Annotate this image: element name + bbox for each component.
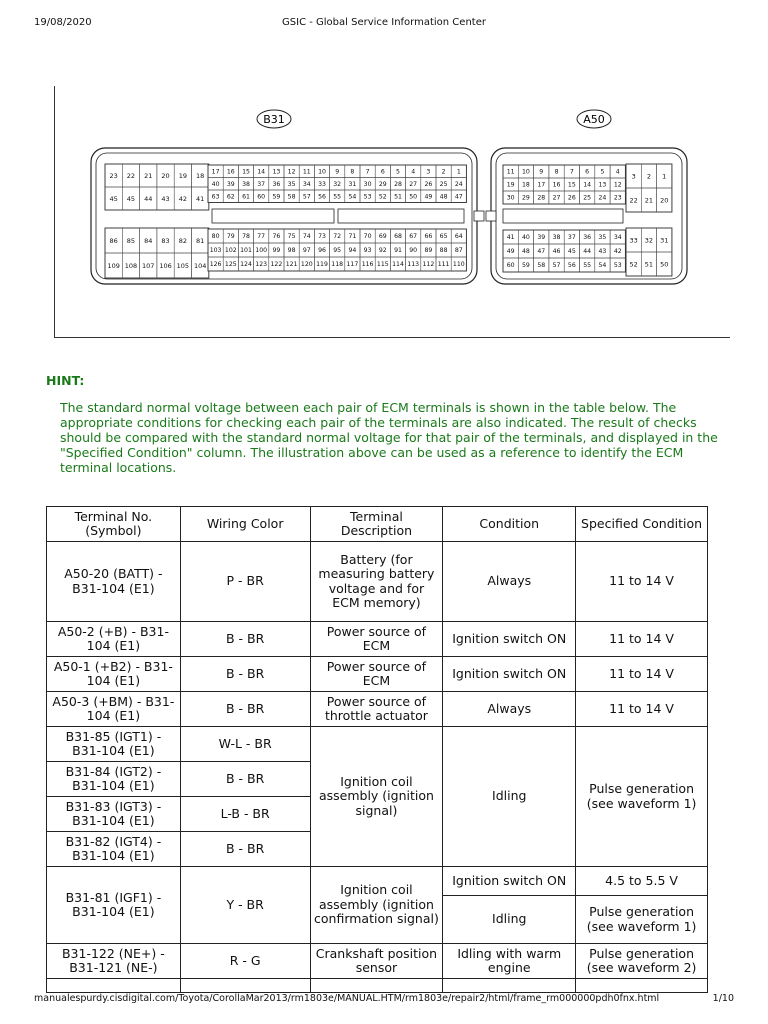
- pin-number: 68: [394, 233, 402, 241]
- pin-number: 52: [629, 260, 638, 269]
- cell-wiring: B - BR: [180, 657, 310, 692]
- pin-number: 58: [287, 193, 296, 201]
- pin-number: 4: [615, 168, 620, 176]
- pin-number: 101: [240, 247, 252, 255]
- pin-number: 8: [554, 168, 559, 176]
- pin-number: 54: [598, 262, 607, 270]
- pin-number: 59: [272, 193, 281, 201]
- pin-number: 19: [506, 181, 515, 189]
- pin-number: 100: [255, 247, 268, 255]
- header-description: Terminal Description: [310, 507, 443, 542]
- hint-text: The standard normal voltage between each pair of ECM terminals is shown in the table below. The appropriate conditions for checking each pair of the terminals are also indicated. The result of checks should be compared with the standard normal voltage for that pair of the terminals, and displayed in the "Specified Condition" column. The illustration above can be used as a reference to identify the ECM terminal locations.: [60, 400, 718, 475]
- pin-number: 94: [348, 247, 357, 255]
- pin-number: 103: [209, 247, 222, 255]
- table-row: [47, 944, 708, 979]
- pin-number: 33: [318, 180, 326, 188]
- pin-number: 120: [300, 261, 313, 269]
- pin-number: 88: [439, 247, 448, 255]
- cell-condition: Idling with warm engine: [443, 944, 576, 979]
- pin-number: 1: [662, 172, 667, 181]
- pin-number: 18: [522, 181, 530, 189]
- pin-number: 86: [109, 236, 118, 245]
- pin-number: 93: [363, 247, 372, 255]
- pin-number: 32: [333, 180, 342, 188]
- pin-number: 20: [660, 196, 669, 205]
- pin-number: 56: [318, 193, 326, 201]
- pin-number: 22: [629, 196, 638, 205]
- pin-number: 59: [522, 262, 530, 270]
- pin-number: 61: [242, 193, 250, 201]
- pin-number: 6: [380, 168, 385, 176]
- ecm-connector-diagram: [0, 0, 768, 345]
- pin-number: 80: [211, 233, 220, 241]
- pin-number: 23: [109, 171, 118, 180]
- footer-page-number: 1/10: [712, 993, 734, 1004]
- b31-key-right: [338, 209, 464, 223]
- pin-number: 36: [583, 234, 592, 242]
- pin-number: 2: [646, 172, 652, 181]
- pin-number: 50: [660, 260, 669, 269]
- pin-number: 9: [539, 168, 544, 176]
- pin-number: 26: [424, 180, 433, 188]
- pin-number: 16: [226, 168, 235, 176]
- pin-number: 102: [224, 247, 237, 255]
- pin-number: 27: [409, 180, 418, 188]
- cell-specified: 11 to 14 V: [576, 542, 708, 622]
- pin-number: 43: [598, 248, 607, 256]
- pin-number: 55: [333, 193, 342, 201]
- pin-number: 17: [211, 168, 220, 176]
- pin-number: 99: [272, 247, 281, 255]
- pin-number: 41: [506, 234, 515, 242]
- pin-number: 24: [454, 180, 463, 188]
- pin-number: 10: [318, 168, 326, 176]
- pin-number: 96: [318, 247, 326, 255]
- pin-number: 27: [552, 194, 561, 202]
- pin-number: 24: [598, 194, 607, 202]
- pin-number: 42: [613, 248, 622, 256]
- pin-number: 87: [454, 247, 463, 255]
- pin-number: 121: [285, 261, 298, 269]
- pin-number: 25: [583, 194, 592, 202]
- a50-label: A50: [583, 113, 605, 126]
- cell-description: Ignition coil assembly (ignition confirmation signal): [310, 867, 443, 944]
- pin-number: 25: [439, 180, 448, 188]
- connector-latch-left: [474, 211, 484, 221]
- a50-label-tag: [577, 110, 611, 128]
- pin-number: 111: [437, 261, 450, 269]
- pin-number: 106: [159, 261, 172, 270]
- b31-label-tag: [257, 110, 291, 128]
- pin-number: 5: [396, 168, 400, 176]
- pin-number: 15: [567, 181, 576, 189]
- pin-number: 77: [257, 233, 266, 241]
- cell-specified: Pulse generation (see waveform 1): [576, 727, 708, 867]
- pin-number: 55: [583, 262, 592, 270]
- cell-terminal: B31-83 (IGT3) - B31-104 (E1): [47, 797, 181, 832]
- pin-number: 36: [272, 180, 281, 188]
- a50-key: [503, 209, 623, 223]
- pin-number: 31: [348, 180, 357, 188]
- pin-number: 118: [331, 261, 344, 269]
- pin-number: 49: [424, 193, 433, 201]
- pin-number: 60: [506, 262, 515, 270]
- pin-number: 37: [567, 234, 576, 242]
- cell-terminal: A50-1 (+B2) - B31-104 (E1): [47, 657, 181, 692]
- cell-specified: 4.5 to 5.5 V: [576, 867, 708, 896]
- pin-number: 125: [224, 261, 237, 269]
- pin-number: 112: [422, 261, 435, 269]
- pin-number: 6: [585, 168, 590, 176]
- table-row: [47, 622, 708, 657]
- pin-number: 22: [126, 171, 136, 180]
- pin-number: 9: [335, 168, 340, 176]
- pin-number: 57: [552, 262, 561, 270]
- pin-number: 19: [178, 171, 187, 180]
- pin-number: 21: [144, 171, 153, 180]
- pin-number: 115: [376, 261, 389, 269]
- pin-number: 76: [272, 233, 281, 241]
- pin-number: 15: [242, 168, 250, 176]
- pin-number: 48: [522, 248, 530, 256]
- table-row: [47, 657, 708, 692]
- cell-condition: Idling: [443, 727, 576, 867]
- cell-terminal: A50-3 (+BM) - B31-104 (E1): [47, 692, 181, 727]
- cell-terminal: B31-81 (IGF1) - B31-104 (E1): [47, 867, 181, 944]
- pin-number: 33: [629, 236, 638, 245]
- pin-number: 11: [506, 168, 515, 176]
- pin-number: 18: [196, 171, 205, 180]
- pin-number: 44: [144, 194, 153, 203]
- pin-number: 12: [613, 181, 622, 189]
- pin-number: 38: [552, 234, 561, 242]
- header-specified: Specified Condition: [576, 507, 708, 542]
- cell-terminal: B31-122 (NE+) - B31-121 (NE-): [47, 944, 181, 979]
- cell-wiring: B - BR: [180, 692, 310, 727]
- cell-wiring: P - BR: [180, 542, 310, 622]
- cell-terminal: B31-84 (IGT2) - B31-104 (E1): [47, 762, 181, 797]
- print-title: GSIC - Global Service Information Center: [282, 17, 486, 28]
- pin-number: 29: [522, 194, 530, 202]
- pin-number: 90: [409, 247, 418, 255]
- pin-number: 28: [394, 180, 402, 188]
- pin-number: 26: [567, 194, 576, 202]
- pin-number: 117: [346, 261, 359, 269]
- table-header-row: [47, 507, 708, 542]
- cell-wiring: W-L - BR: [180, 727, 310, 762]
- pin-number: 83: [161, 236, 170, 245]
- b31-key-left: [212, 209, 334, 223]
- pin-number: 105: [176, 261, 190, 270]
- pin-number: 89: [424, 247, 433, 255]
- pin-number: 84: [144, 236, 153, 245]
- pin-number: 13: [598, 181, 607, 189]
- pin-number: 92: [378, 247, 387, 255]
- cell-condition: Always: [443, 692, 576, 727]
- pin-number: 29: [378, 180, 387, 188]
- pin-number: 108: [124, 261, 138, 270]
- header-wiring: Wiring Color: [180, 507, 310, 542]
- cell-condition: Ignition switch ON: [443, 867, 576, 896]
- pin-number: 49: [506, 248, 515, 256]
- cell-specified: Pulse generation (see waveform 1): [576, 896, 708, 944]
- pin-number: 7: [365, 168, 370, 176]
- pin-number: 34: [302, 180, 311, 188]
- pin-number: 16: [552, 181, 561, 189]
- pin-number: 51: [394, 193, 402, 201]
- pin-number: 50: [409, 193, 418, 201]
- pin-number: 5: [600, 168, 605, 176]
- pin-number: 109: [107, 261, 120, 270]
- pin-number: 95: [333, 247, 342, 255]
- pin-number: 45: [567, 248, 576, 256]
- pin-number: 4: [411, 168, 416, 176]
- cell-wiring: B - BR: [180, 622, 310, 657]
- pin-number: 34: [613, 234, 622, 242]
- pin-number: 64: [454, 233, 463, 241]
- pin-number: 45: [126, 194, 136, 203]
- pin-number: 124: [240, 261, 252, 269]
- b31-label: B31: [263, 113, 285, 126]
- pin-number: 10: [522, 168, 530, 176]
- pin-number: 41: [196, 194, 205, 203]
- pin-number: 75: [287, 233, 296, 241]
- pin-number: 67: [409, 233, 418, 241]
- pin-number: 60: [257, 193, 266, 201]
- cell-terminal: A50-2 (+B) - B31-104 (E1): [47, 622, 181, 657]
- pin-number: 62: [226, 193, 235, 201]
- pin-number: 119: [316, 261, 328, 269]
- print-date: 19/08/2020: [34, 17, 92, 28]
- pin-number: 35: [598, 234, 607, 242]
- pin-number: 122: [270, 261, 283, 269]
- pin-number: 2: [441, 168, 446, 176]
- pin-number: 37: [257, 180, 266, 188]
- cell-wiring: Y - BR: [180, 867, 310, 944]
- pin-number: 17: [537, 181, 546, 189]
- pin-number: 51: [644, 260, 654, 269]
- pin-number: 39: [226, 180, 235, 188]
- table-row: [47, 727, 708, 762]
- pin-number: 57: [302, 193, 311, 201]
- pin-number: 3: [426, 168, 431, 176]
- cell-condition: Ignition switch ON: [443, 622, 576, 657]
- pin-number: 79: [226, 233, 235, 241]
- cell-specified: Pulse generation (see waveform 2): [576, 944, 708, 979]
- pin-number: 78: [242, 233, 250, 241]
- cell-specified: 11 to 14 V: [576, 692, 708, 727]
- cell-description: Battery (for measuring battery voltage and for ECM memory): [310, 542, 443, 622]
- pin-number: 73: [318, 233, 326, 241]
- cell-specified: 11 to 14 V: [576, 622, 708, 657]
- table-row: [47, 867, 708, 896]
- pin-number: 54: [348, 193, 357, 201]
- cell-terminal: B31-82 (IGT4) - B31-104 (E1): [47, 832, 181, 867]
- cell-condition: Ignition switch ON: [443, 657, 576, 692]
- pin-number: 32: [644, 236, 654, 245]
- pin-number: 1: [456, 168, 461, 176]
- cell-specified: 11 to 14 V: [576, 657, 708, 692]
- footer-url: manualespurdy.cisdigital.com/Toyota/CorollaMar2013/rm1803e/MANUAL.HTM/rm1803e/repair2/html/frame_rm000000pdh0fnx.html: [34, 993, 660, 1004]
- pin-number: 71: [348, 233, 357, 241]
- pin-number: 40: [522, 234, 530, 242]
- pin-number: 113: [407, 261, 420, 269]
- pin-number: 23: [613, 194, 622, 202]
- pin-number: 82: [178, 236, 187, 245]
- pin-number: 47: [537, 248, 546, 256]
- pin-number: 40: [211, 180, 220, 188]
- table-row-partial: [47, 979, 708, 993]
- pin-number: 107: [142, 261, 155, 270]
- pin-number: 13: [272, 168, 281, 176]
- pin-number: 56: [567, 262, 576, 270]
- pin-number: 110: [452, 261, 465, 269]
- cell-description: Power source of throttle actuator: [310, 692, 443, 727]
- pin-number: 14: [257, 168, 266, 176]
- pin-number: 53: [363, 193, 372, 201]
- pin-number: 47: [454, 193, 463, 201]
- pin-number: 11: [302, 168, 311, 176]
- table-row: [47, 692, 708, 727]
- pin-number: 14: [583, 181, 592, 189]
- pin-number: 48: [439, 193, 448, 201]
- cell-wiring: R - G: [180, 944, 310, 979]
- table-row: [47, 542, 708, 622]
- pin-number: 31: [660, 236, 669, 245]
- pin-number: 45: [109, 194, 118, 203]
- pin-number: 44: [583, 248, 592, 256]
- pin-number: 81: [196, 236, 205, 245]
- pin-number: 123: [255, 261, 268, 269]
- connector-latch-right: [486, 211, 496, 221]
- header-condition: Condition: [443, 507, 576, 542]
- pin-number: 74: [302, 233, 311, 241]
- pin-number: 28: [537, 194, 546, 202]
- pin-number: 104: [193, 261, 207, 270]
- pin-number: 7: [569, 168, 574, 176]
- pin-number: 30: [506, 194, 515, 202]
- pin-number: 63: [211, 193, 220, 201]
- pin-number: 116: [361, 261, 374, 269]
- cell-condition: Idling: [443, 896, 576, 944]
- ecm-terminal-table: [46, 506, 708, 993]
- pin-number: 30: [363, 180, 372, 188]
- header-terminal: Terminal No. (Symbol): [47, 507, 181, 542]
- pin-number: 46: [552, 248, 561, 256]
- pin-number: 114: [392, 261, 404, 269]
- pin-number: 35: [287, 180, 296, 188]
- cell-wiring: B - BR: [180, 762, 310, 797]
- hint-label: HINT:: [46, 373, 85, 388]
- pin-number: 3: [631, 172, 636, 181]
- pin-number: 69: [378, 233, 387, 241]
- pin-number: 38: [242, 180, 250, 188]
- pin-number: 91: [394, 247, 402, 255]
- pin-number: 85: [126, 236, 136, 245]
- cell-description: Crankshaft position sensor: [310, 944, 443, 979]
- cell-terminal: A50-20 (BATT) - B31-104 (E1): [47, 542, 181, 622]
- pin-number: 97: [302, 247, 311, 255]
- pin-number: 12: [287, 168, 296, 176]
- pin-number: 42: [178, 194, 187, 203]
- cell-wiring: L-B - BR: [180, 797, 310, 832]
- pin-number: 65: [439, 233, 448, 241]
- pin-number: 72: [333, 233, 342, 241]
- cell-description: Power source of ECM: [310, 622, 443, 657]
- pin-number: 53: [613, 262, 622, 270]
- pin-number: 43: [161, 194, 170, 203]
- cell-condition: Always: [443, 542, 576, 622]
- cell-wiring: B - BR: [180, 832, 310, 867]
- cell-terminal: B31-85 (IGT1) - B31-104 (E1): [47, 727, 181, 762]
- pin-number: 8: [350, 168, 355, 176]
- pin-number: 39: [537, 234, 546, 242]
- pin-number: 70: [363, 233, 372, 241]
- pin-number: 21: [644, 196, 654, 205]
- pin-number: 98: [287, 247, 296, 255]
- pin-number: 58: [537, 262, 546, 270]
- cell-description: Power source of ECM: [310, 657, 443, 692]
- pin-number: 66: [424, 233, 433, 241]
- pin-number: 52: [378, 193, 387, 201]
- pin-number: 20: [161, 171, 170, 180]
- pin-number: 126: [209, 261, 222, 269]
- cell-description: Ignition coil assembly (ignition signal): [310, 727, 443, 867]
